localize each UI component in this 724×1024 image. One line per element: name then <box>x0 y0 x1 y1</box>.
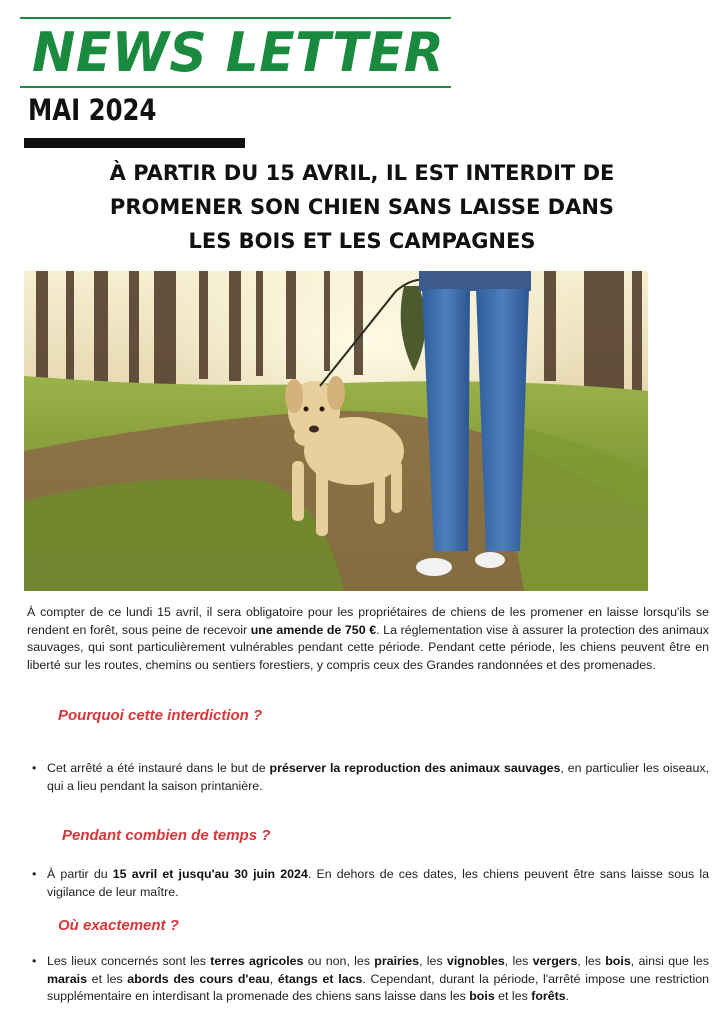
intro-paragraph <box>27 604 709 674</box>
fine-amount: une amende de 750 € <box>250 622 377 637</box>
bullet-emphasis: étangs et lacs <box>277 971 363 986</box>
bullet-emphasis: vignobles <box>446 954 505 968</box>
intro-text: . La réglementation vise à assurer la protection des animaux sauvages, qui sont particulièrement vulnérables pendant cette période. Pendant cette période, les chiens peuvent être en liberté sur les routes, chemins ou sentiers forestiers, y compris ceux des Grandes randonnées et des promenades. <box>27 622 709 672</box>
masthead-bottom-rule <box>20 86 451 88</box>
bullet-duration <box>32 866 710 901</box>
bullet-text: À partir du <box>47 867 113 881</box>
headline-line: PROMENER SON CHIEN SANS LAISSE DANS <box>109 195 615 219</box>
bullet-emphasis: terres agricoles <box>210 954 304 968</box>
headline <box>40 156 684 258</box>
bullet-dot-icon: • <box>32 761 37 775</box>
headline-line: À PARTIR DU 15 AVRIL, IL EST INTERDIT DE <box>109 161 615 185</box>
bullet-emphasis: forêts <box>531 989 566 1003</box>
masthead-title: NEWS LETTER <box>32 21 445 84</box>
bullet-text: , en particulier les oiseaux, qui a lieu pendant la saison printanière. <box>47 761 709 793</box>
section-title-where: Où exactement ? <box>58 917 179 934</box>
bullet-where <box>32 953 709 1006</box>
bullet-text: . Cependant, durant la période, l'arrêté impose une restriction supplémentaire en interdisant la promenade des chiens sans laisse dans les <box>47 971 709 1003</box>
intro-text: À compter de ce lundi 15 avril, il sera obligatoire pour les propriétaires de chiens de les promener en laisse lorsqu'ils se rendent en forêt, sous peine de recevoir <box>27 605 709 637</box>
bullet-dot-icon: • <box>32 867 37 881</box>
bullet-text: Les lieux concernés sont les <box>47 954 211 968</box>
bullet-emphasis: 15 avril et jusqu'au 30 juin 2024 <box>112 867 308 881</box>
bullet-text: et les <box>86 971 128 986</box>
bullet-text: , <box>269 971 278 986</box>
bullet-text: , les <box>419 954 447 968</box>
bullet-text: . En dehors de ces dates, les chiens peuvent être sans laisse sous la vigilance de leur maître. <box>47 867 710 899</box>
bullet-text: , ainsi que les <box>630 954 709 968</box>
headline-line: LES BOIS ET LES CAMPAGNES <box>188 229 536 253</box>
bullet-text: Cet arrêté a été instauré dans le but de <box>47 761 270 775</box>
bullet-why <box>32 760 709 795</box>
masthead-top-rule <box>20 17 451 19</box>
bullet-text: . <box>565 989 570 1003</box>
bullet-text: et les <box>494 989 532 1003</box>
bullet-emphasis: abords des cours d'eau <box>127 971 270 986</box>
bullet-emphasis: prairies <box>374 954 420 968</box>
bullet-emphasis: bois <box>469 989 495 1003</box>
bullet-emphasis: bois <box>605 954 631 968</box>
bullet-text: , les <box>577 954 606 968</box>
bullet-emphasis: marais <box>47 971 87 986</box>
date-underline-bar <box>24 138 245 148</box>
bullet-emphasis: vergers <box>532 954 578 968</box>
bullet-emphasis: préserver la reproduction des animaux sauvages <box>269 761 561 775</box>
bullet-text: ou non, les <box>303 954 375 968</box>
issue-date: MAI 2024 <box>28 93 157 127</box>
bullet-text: , les <box>504 954 533 968</box>
section-title-duration: Pendant combien de temps ? <box>62 827 271 844</box>
hero-photo-dog-walk <box>24 271 648 591</box>
section-title-why: Pourquoi cette interdiction ? <box>58 707 263 724</box>
bullet-dot-icon: • <box>32 954 37 968</box>
